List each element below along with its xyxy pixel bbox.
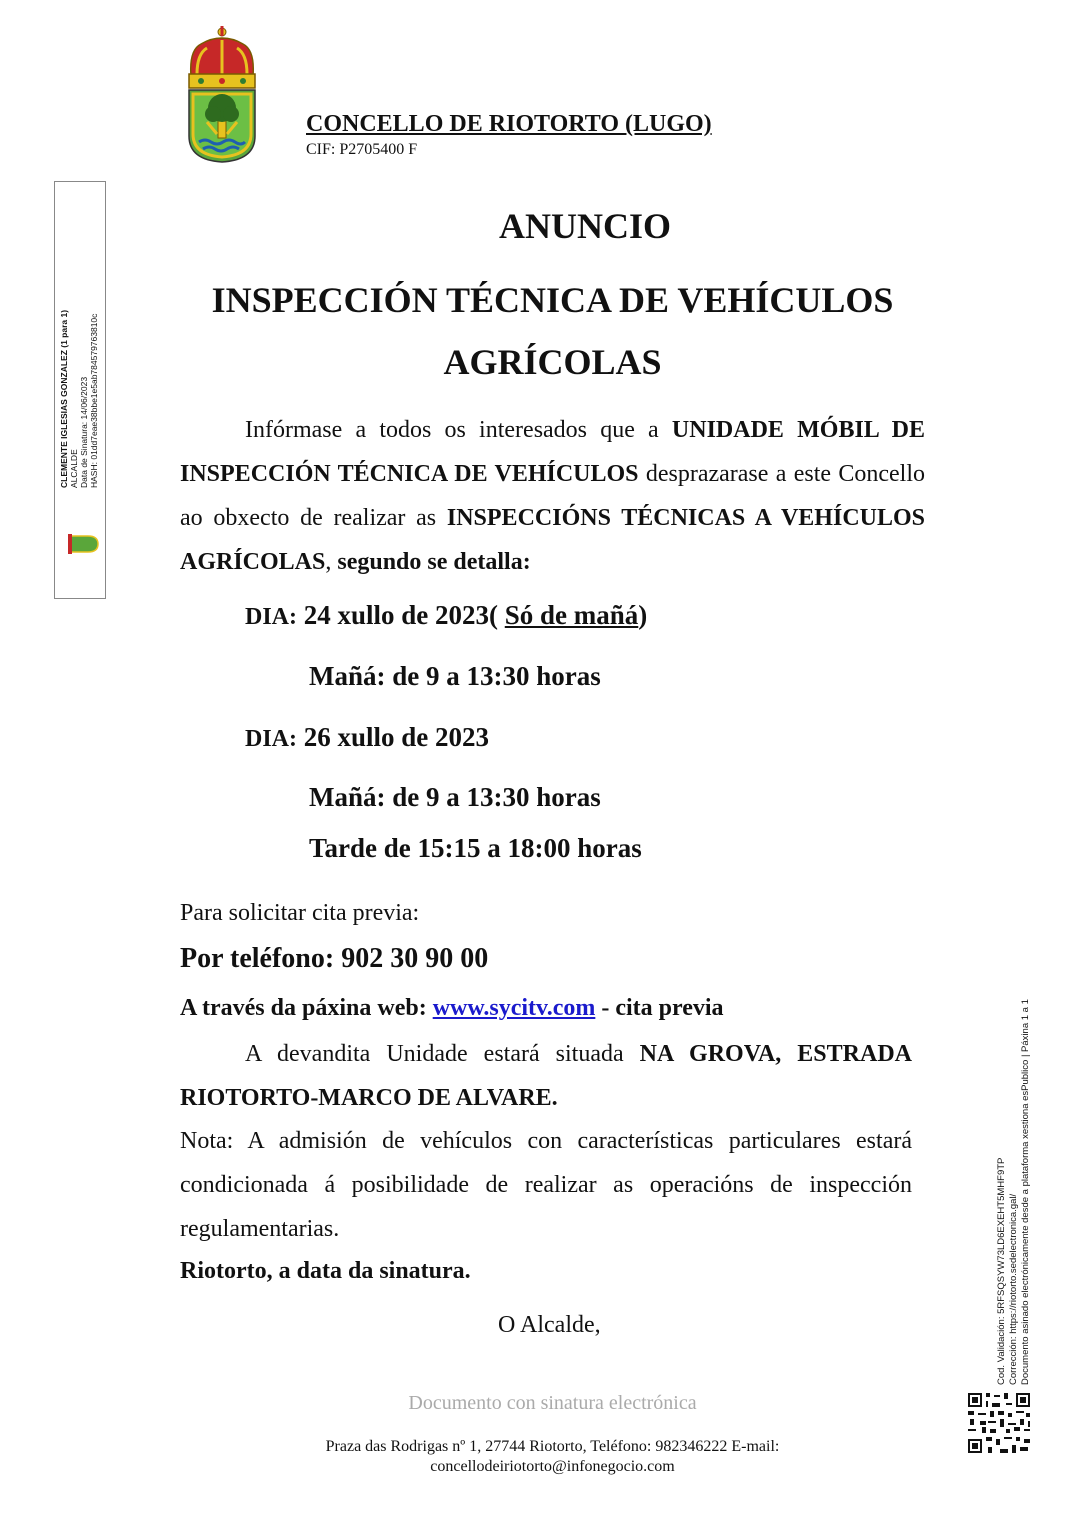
footer-email: concellodeiriotorto@infonegocio.com	[430, 1458, 675, 1475]
announcement-heading: ANUNCIO	[498, 206, 671, 246]
municipal-crest-logo	[183, 24, 261, 164]
web-suffix: - cita previa	[595, 995, 724, 1021]
appointment-label: Para solicitar cita previa:	[180, 900, 420, 926]
day-1-label: DIA:	[245, 604, 297, 630]
organization-name: CONCELLO DE RIOTORTO (LUGO)	[306, 111, 712, 137]
intro-unit-name: UNIDADE MÓBIL DE INSPECCIÓN TÉCNICA DE VEHÍCULOS	[180, 417, 926, 487]
day-1-close: )	[638, 600, 648, 630]
organization-cif: CIF: P2705400 F	[306, 141, 418, 158]
day-2-label: DIA:	[245, 726, 297, 752]
signer-role: ALCALDE	[69, 449, 79, 488]
intro-text-1: Infórmase a todos os interesados que a	[245, 417, 672, 443]
schedule-day-2	[245, 722, 489, 753]
place-and-date: Riotorto, a data da sinatura.	[180, 1258, 471, 1284]
schedule-day-1	[245, 600, 647, 631]
document-title-line-1: INSPECCIÓN TÉCNICA DE VEHÍCULOS	[211, 280, 894, 320]
day-1-note: Só de mañá	[504, 600, 639, 630]
day-2-morning-slot: Mañá: de 9 a 13:30 horas	[309, 782, 601, 812]
location-text: A devandita Unidade estará situada	[245, 1041, 640, 1067]
signature-hash: HASH: 01dd7eae38bbe1e5ab784579763810c	[89, 313, 99, 488]
day-1-morning-slot: Mañá: de 9 a 13:30 horas	[309, 661, 601, 691]
appointment-phone: Por teléfono: 902 30 90 00	[180, 943, 489, 974]
validation-code: Cod. Validación: 5RFSQSYW73LD6EXEHT5MHF9TP	[996, 1157, 1007, 1385]
day-2-date: 26 xullo de 2023	[297, 722, 490, 752]
intro-inspection-type: INSPECCIÓNS TÉCNICAS A VEHÍCULOS AGRÍCOLAS	[180, 505, 925, 575]
signoff: O Alcalde,	[498, 1312, 601, 1338]
intro-text-3: ,	[325, 549, 338, 575]
footer-address-line-1: Praza das Rodrigas nº 1, 27744 Riotorto, Teléfono: 982346222 E-mail:	[325, 1438, 780, 1455]
signed-by-platform: Documento asinado electrónicamente desde a plataforma xestiona esPublico | Páxina 1 a 1	[1020, 999, 1031, 1385]
web-label: A través da páxina web:	[180, 995, 433, 1021]
location-paragraph	[180, 1032, 912, 1120]
electronic-signature-note: Documento con sinatura electrónica	[408, 1392, 697, 1414]
intro-paragraph	[180, 408, 925, 584]
location-place: NA GROVA, ESTRADA RIOTORTO-MARCO DE ALVARE.	[180, 1041, 912, 1111]
verification-sidebar	[996, 945, 1032, 1385]
website-link[interactable]: www.sycitv.com	[432, 995, 596, 1021]
footer-address	[0, 1437, 1080, 1477]
intro-text-2: desprazarase a este Concello ao obxecto de realizar as	[180, 461, 925, 531]
day-2-afternoon-slot: Tarde de 15:15 a 18:00 horas	[309, 833, 642, 863]
intro-text-detail: segundo se detalla:	[337, 549, 531, 575]
day-1-date: 24 xullo de 2023(	[297, 600, 499, 630]
appointment-web	[180, 995, 724, 1022]
note-paragraph: Nota: A admisión de vehículos con características particulares estará condicionada á posibilidade de realizar as operacións de inspección regulamentarias.	[180, 1128, 912, 1242]
signer-name: CLEMENTE IGLESIAS GONZALEZ (1 para 1)	[59, 309, 69, 488]
correction-url: Corrección: https://riotorto.sedelectronica.gal/	[1008, 1193, 1019, 1385]
mini-crest-icon	[62, 528, 106, 560]
qr-code-icon	[966, 1391, 1032, 1455]
signature-date: Data de Sinatura: 14/06/2023	[79, 376, 89, 488]
document-title-line-2: AGRÍCOLAS	[443, 342, 662, 382]
